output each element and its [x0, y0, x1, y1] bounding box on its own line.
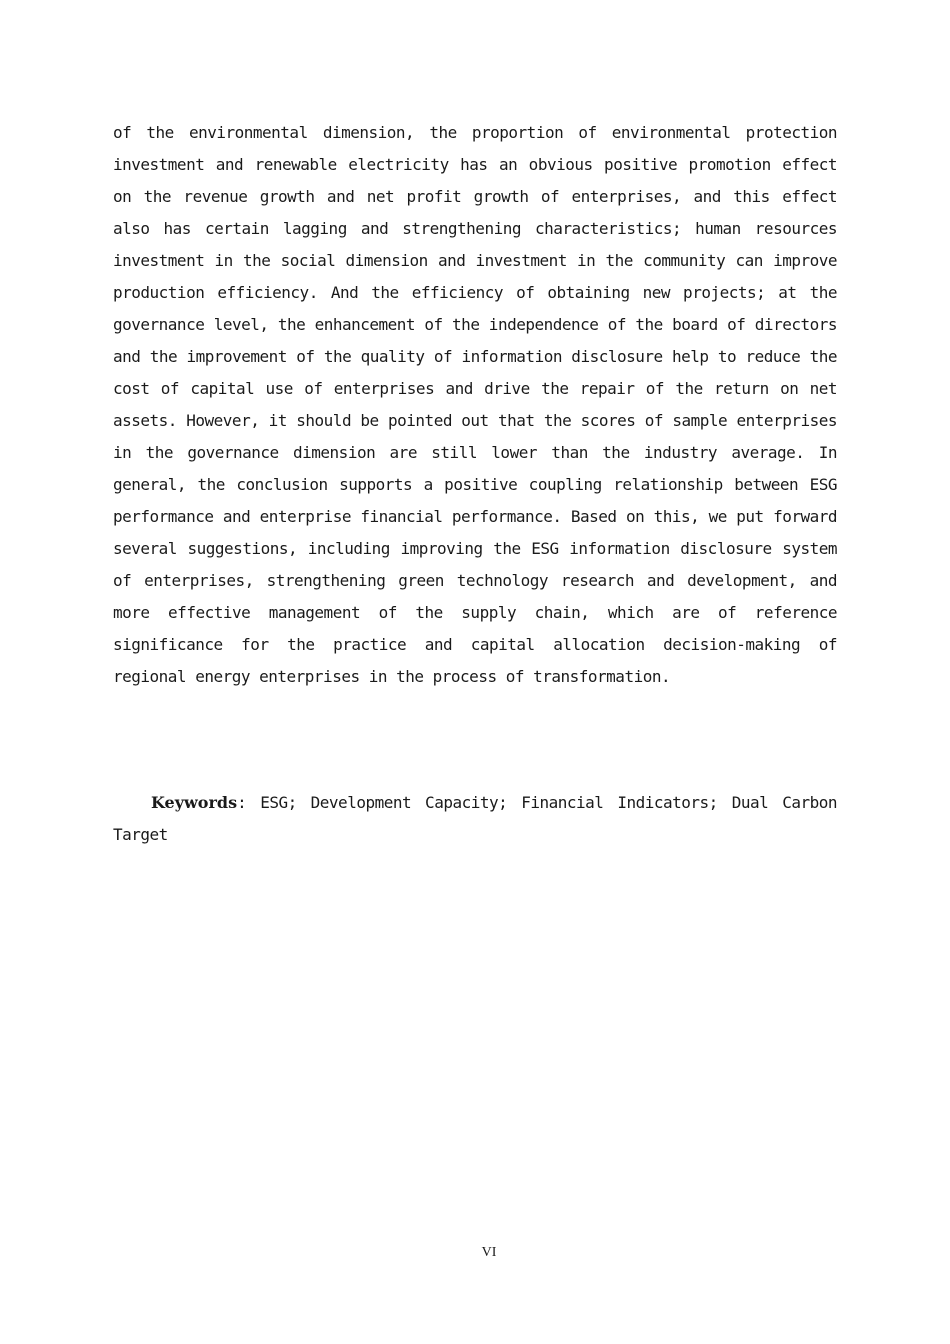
keywords-text: ESG; Development Capacity; Financial Indicators; Dual Carbon Target [113, 793, 838, 844]
keywords-separator: : [237, 793, 261, 812]
page-number: VI [481, 1245, 497, 1260]
keywords-line [113, 787, 837, 851]
abstract-paragraph: of the environmental dimension, the proportion of environmental protection investment and renewable electricity has an obvious positive promotion effect on the revenue growth and net profit growth of enterprises, and this effect also has certain lagging and strengthening characteristics; human resources investment in the social dimension and investment in the community can improve production efficiency. And the efficiency of obtaining new projects; at the governance level, the enhancement of the independence of the board of directors and the improvement of the quality of information disclosure help to reduce the cost of capital use of enterprises and drive the repair of the return on net assets. However, it should be pointed out that the scores of sample enterprises in the governance dimension are still lower than the industry average. In general, the conclusion supports a positive coupling relationship between ESG performance and enterprise financial performance. Based on this, we put forward several suggestions, including improving the ESG information disclosure system of enterprises, strengthening green technology research and development, and more effective management of the supply chain, which are of reference significance for the practice and capital allocation decision-making of regional energy enterprises in the process of transformation. [113, 123, 837, 686]
keywords-label: Keywords [151, 793, 238, 812]
